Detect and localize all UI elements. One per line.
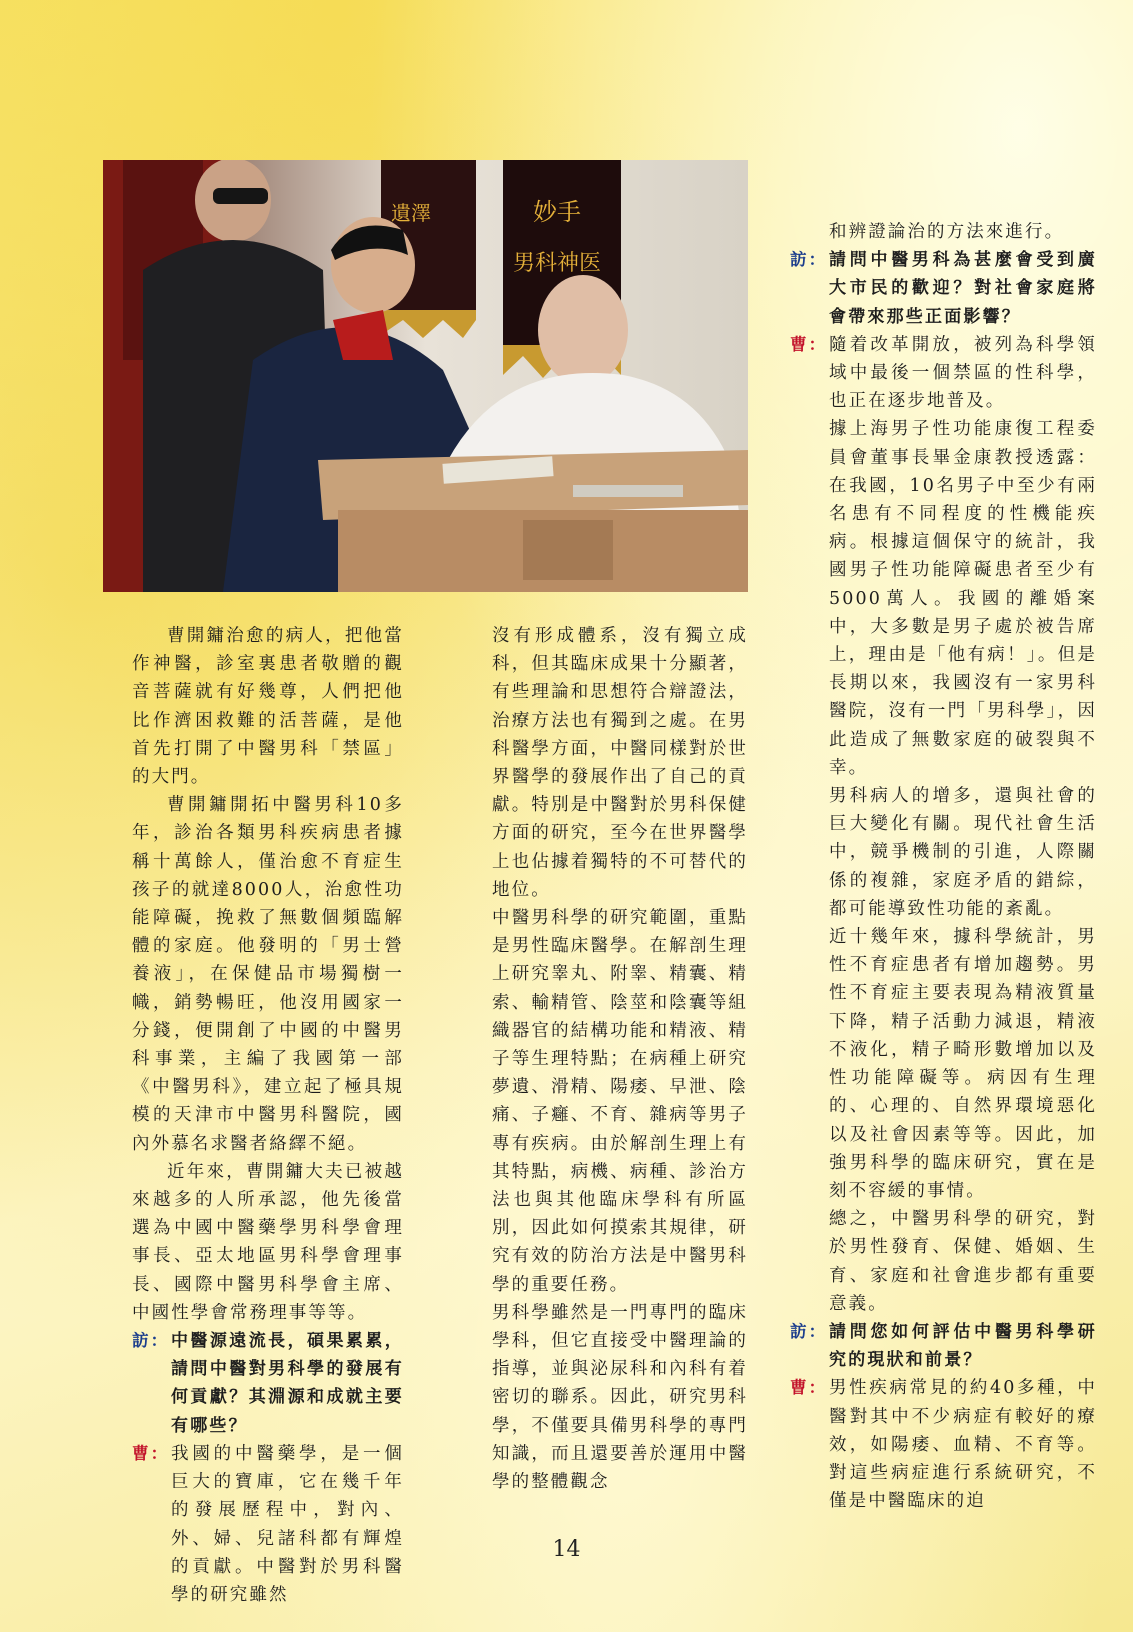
question-text: 請問您如何評估中醫男科學研究的現狀和前景？ (829, 1321, 1097, 1371)
paragraph: 近年來，曹開鏞大夫已被越來越多的人所承認，他先後當選為中國中醫藥學男科學會理事長、亞太地區男科學會理事長、國際中醫男科學會主席、中國性學會常務理事等等。 (132, 1161, 404, 1323)
interview-answer (790, 1374, 1097, 1515)
paragraph: 沒有形成體系，沒有獨立成科，但其臨床成果十分顯著，有些理論和思想符合辯證法，治療方法也有獨到之處。在男科醫學方面，中醫同樣對於世界醫學的發展作出了自己的貢獻。特別是中醫對於男科保健方面的研究，至今在世界醫學上也佔據着獨特的不可替代的地位。 (492, 626, 748, 900)
column-3 (790, 218, 1097, 1515)
paragraph: 和辨證論治的方法來進行。 (829, 222, 1065, 242)
interview-question (790, 1318, 1097, 1374)
paragraph: 男科病人的增多，還與社會的巨大變化有關。現代社會生活中，競爭機制的引進，人際關係的複雜，家庭矛盾的錯綜，都可能導致性功能的紊亂。 (829, 786, 1097, 919)
paragraph: 曹開鏞治愈的病人，把他當作神醫，診室裏患者敬贈的觀音菩薩就有好幾尊，人們把他比作濟困救難的活菩薩，是他首先打開了中醫男科「禁區」的大門。 (132, 626, 404, 788)
svg-text:男科神医: 男科神医 (513, 251, 602, 276)
interviewer-tag: 訪： (132, 1331, 170, 1351)
interview-question (132, 1327, 404, 1440)
answer-text: 我國的中醫藥學，是一個巨大的寶庫，它在幾千年的發展歷程中，對內、外、婦、兒諸科都有輝煌的貢獻。中醫對於男科醫學的研究雖然 (171, 1443, 404, 1605)
interview-question (790, 246, 1097, 331)
article-photo (103, 160, 748, 592)
paragraph: 男科學雖然是一門專門的臨床學科，但它直接受中醫理論的指導，並與泌尿科和內科有着密切的聯系。因此，研究男科學，不僅要具備男科學的專門知識，而且還要善於運用中醫學的整體觀念 (492, 1302, 748, 1493)
column-2 (492, 622, 748, 1496)
column-1 (132, 622, 404, 1609)
paragraph: 據上海男子性功能康復工程委員會董事長畢金康教授透露：在我國，10名男子中至少有兩名患有不同程度的性機能疾病。根據這個保守的統計，我國男子性功能障礙患者至少有5000萬人。我國的離婚案中，大多數是男子處於被告席上，理由是「他有病！」。但是長期以來，我國沒有一家男科醫院，沒有一門「男科學」，因此造成了無數家庭的破裂與不幸。 (829, 419, 1097, 778)
svg-text:遺澤: 遺澤 (391, 201, 431, 225)
paragraph: 中醫男科學的研究範圍，重點是男性臨床醫學。在解剖生理上研究睾丸、附睾、精囊、精索、輸精管、陰莖和陰囊等組織器官的結構功能和精液、精子等生理特點；在病種上研究夢遺、滑精、陽痿、早泄、陰痛、子癰、不育、雜病等男子專有疾病。由於解剖生理上有其特點，病機、病種、診治方法也與其他臨床學科有所區別，因此如何摸索其規律，研究有效的防治方法是中醫男科學的重要任務。 (492, 908, 748, 1295)
interviewer-tag: 訪： (790, 1321, 828, 1341)
page-number: 14 (552, 1537, 581, 1562)
photo-doctor-consultation-icon (103, 160, 748, 592)
interview-answer (790, 331, 1097, 416)
interviewee-tag: 曹： (790, 334, 828, 354)
interviewer-tag: 訪： (790, 250, 828, 270)
answer-text: 隨着改革開放，被列為科學領域中最後一個禁區的性科學，也正在逐步地普及。 (829, 334, 1097, 412)
paragraph: 曹開鏞開拓中醫男科10多年，診治各類男科疾病患者據稱十萬餘人，僅治愈不育症生孩子的就達8000人，治愈性功能障礙，挽救了無數個頻臨解體的家庭。他發明的「男士營養液」，在保健品市場獨樹一幟，銷勢暢旺，他沒用國家一分錢，便開創了中國的中醫男科事業，主編了我國第一部《中醫男科》，建立起了極具規模的天津市中醫男科醫院，國內外慕名求醫者絡繹不絕。 (132, 795, 404, 1154)
interview-answer (132, 1440, 404, 1609)
question-text: 中醫源遠流長，碩果累累，請問中醫對男科學的發展有何貢獻？其淵源和成就主要有哪些？ (171, 1331, 404, 1436)
banner-text: 妙手 (533, 198, 581, 226)
answer-text: 男性疾病常見的約40多種，中醫對其中不少病症有較好的療效，如陽痿、血精、不育等。對這些病症進行系統研究，不僅是中醫臨床的迫 (829, 1378, 1097, 1512)
question-text: 請問中醫男科為甚麼會受到廣大市民的歡迎？對社會家庭將會帶來那些正面影響？ (829, 250, 1097, 327)
paragraph: 近十幾年來，據科學統計，男性不育症患者有增加趨勢。男性不育症主要表現為精液質量下降，精子活動力減退，精液不液化，精子畸形數增加以及性功能障礙等。病因有生理的、心理的、自然界環境惡化以及社會因素等等。因此，加強男科學的臨床研究，實在是刻不容緩的事情。 (829, 927, 1097, 1201)
paragraph: 總之，中醫男科學的研究，對於男性發育、保健、婚姻、生育、家庭和社會進步都有重要意義。 (829, 1209, 1097, 1314)
interviewee-tag: 曹： (132, 1443, 170, 1463)
interviewee-tag: 曹： (790, 1378, 828, 1398)
